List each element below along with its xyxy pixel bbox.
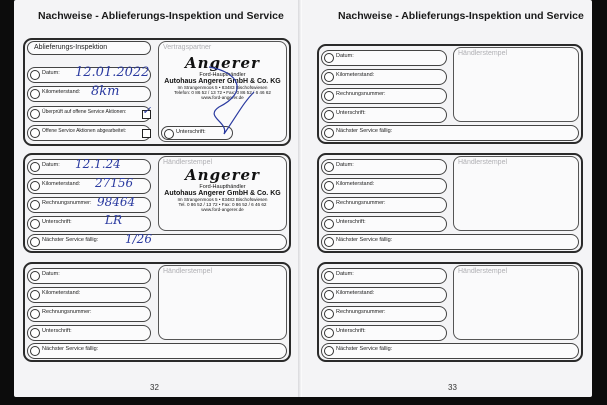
handwritten-mileage: 27156 [95, 176, 134, 190]
bullet-icon [30, 309, 40, 319]
signature-label: Unterschrift: [336, 219, 366, 225]
stamp-header: Händlerstempel [458, 159, 508, 166]
bullet-icon [30, 328, 40, 338]
bullet-icon [324, 200, 334, 210]
invoice-row[interactable] [27, 306, 151, 322]
stamp-company: Autohaus Angerer GmbH & Co. KG [164, 78, 281, 85]
page-number: 32 [150, 383, 159, 392]
signature-row[interactable] [27, 216, 151, 232]
date-row[interactable] [321, 50, 447, 66]
mileage-label: Kilometerstand: [336, 72, 375, 78]
handwritten-next-service: 1/26 [125, 232, 152, 246]
stamp-header: Vertragspartner [163, 44, 212, 51]
invoice-row[interactable] [321, 197, 447, 213]
dealer-stamp-area [158, 265, 287, 340]
next-service-label: Nächster Service fällig: [42, 346, 99, 352]
stamp-header: Händlerstempel [163, 268, 213, 275]
bullet-icon [30, 237, 40, 247]
dealer-stamp [161, 166, 284, 212]
delivery-inspection-box [23, 38, 291, 146]
stamp-website: www.ford-angerer.de [201, 95, 244, 100]
signature-row[interactable] [27, 325, 151, 341]
inspection-header: Ablieferungs-Inspektion [34, 44, 108, 51]
stamp-brand: Angerer [185, 54, 260, 72]
invoice-row[interactable] [321, 88, 447, 104]
bullet-icon [30, 128, 40, 138]
date-label: Datum: [42, 162, 60, 168]
bullet-icon [30, 89, 40, 99]
date-label: Datum: [336, 162, 354, 168]
service-box-4 [317, 153, 583, 253]
dealer-stamp-area [453, 47, 579, 122]
next-service-label: Nächster Service fällig: [336, 237, 393, 243]
checked-service-actions-row[interactable] [27, 106, 151, 122]
invoice-row[interactable] [321, 306, 447, 322]
signature-label: Unterschrift: [42, 219, 72, 225]
bullet-icon [30, 346, 40, 356]
handwritten-mileage: 8km [91, 84, 120, 99]
date-label: Datum: [42, 70, 60, 76]
next-service-row[interactable] [27, 343, 287, 359]
bullet-icon [324, 328, 334, 338]
signature-label: Unterschrift: [42, 328, 72, 334]
dealer-stamp-area [158, 156, 287, 231]
stamp-phone: Tel. 0 86 52 / 13 72 • Fax: 0 86 52 / 6 46 62 [178, 202, 267, 207]
next-service-row[interactable] [321, 125, 579, 141]
bullet-icon [324, 128, 334, 138]
next-service-label: Nächster Service fällig: [336, 128, 393, 134]
handwritten-signature: LR [105, 213, 123, 227]
dealer-stamp-area [158, 41, 287, 142]
service-box-2 [23, 262, 291, 362]
signature-label: Unterschrift: [336, 110, 366, 116]
signature-label: Unterschrift: [336, 328, 366, 334]
mileage-label: Kilometerstand: [42, 181, 81, 187]
stamp-company: Autohaus Angerer GmbH & Co. KG [164, 190, 281, 197]
inspection-header-row [27, 41, 151, 55]
mileage-label: Kilometerstand: [336, 290, 375, 296]
bullet-icon [324, 53, 334, 63]
handwritten-invoice: 98464 [97, 195, 136, 209]
bullet-icon [30, 162, 40, 172]
date-label: Datum: [336, 271, 354, 277]
mileage-row[interactable] [321, 178, 447, 194]
bullet-icon [30, 290, 40, 300]
bullet-icon [30, 271, 40, 281]
stamp-address: Im Strangenmoos 5 • 83483 Bischofswiesen [177, 197, 268, 202]
mileage-row[interactable] [27, 86, 151, 102]
date-row[interactable] [27, 268, 151, 284]
next-service-row[interactable] [27, 234, 287, 250]
stamp-header: Händlerstempel [458, 50, 508, 57]
stamp-phone: Telefon: 0 86 52 / 13 72 • Fax: 0 86 52 / 6 46 62 [174, 90, 271, 95]
mileage-label: Kilometerstand: [336, 181, 375, 187]
bullet-icon [30, 219, 40, 229]
page-title: Nachweise - Ablieferungs-Inspektion und Service [338, 10, 584, 22]
bullet-icon [324, 290, 334, 300]
invoice-label: Rechnungsnummer: [42, 200, 92, 206]
bullet-icon [324, 237, 334, 247]
handwritten-date: 12.1.24 [75, 157, 121, 171]
checkmark: ✓ [142, 104, 152, 117]
mileage-label: Kilometerstand: [42, 89, 81, 95]
page-title: Nachweise - Ablieferungs-Inspektion und Service [38, 10, 284, 22]
signature-label: Unterschrift: [176, 129, 206, 135]
next-service-label: Nächster Service fällig: [42, 237, 99, 243]
stamp-brand: Angerer [185, 166, 260, 184]
left-page [14, 0, 302, 397]
next-service-label: Nächster Service fällig: [336, 346, 393, 352]
bullet-icon [30, 200, 40, 210]
handwritten-signature [199, 62, 259, 137]
dealer-stamp-area [453, 265, 579, 340]
mileage-row[interactable] [27, 287, 151, 303]
invoice-label: Rechnungsnummer: [336, 309, 386, 315]
open-service-actions-label: Offene Service Aktionen abgearbeitet: [42, 128, 127, 134]
stamp-address: Im Strangenmoos 5 • 83483 Bischofswiesen [177, 85, 268, 90]
bullet-icon [30, 109, 40, 119]
bullet-icon [324, 219, 334, 229]
bullet-icon [324, 110, 334, 120]
invoice-label: Rechnungsnummer: [42, 309, 92, 315]
mileage-row[interactable] [321, 69, 447, 85]
bullet-icon [324, 72, 334, 82]
stamp-subtitle: Ford-Haupthändler [199, 184, 246, 190]
service-box-3 [317, 44, 583, 144]
stamp-header: Händlerstempel [163, 159, 213, 166]
signature-row[interactable] [321, 325, 447, 341]
service-box-1 [23, 153, 291, 253]
signature-row[interactable] [321, 107, 447, 123]
bullet-icon [164, 129, 174, 139]
stamp-header: Händlerstempel [458, 268, 508, 275]
invoice-label: Rechnungsnummer: [336, 91, 386, 97]
right-page [302, 0, 592, 397]
invoice-label: Rechnungsnummer: [336, 200, 386, 206]
date-row[interactable] [321, 268, 447, 284]
stamp-subtitle: Ford-Haupthändler [199, 72, 246, 78]
date-label: Datum: [42, 271, 60, 277]
bullet-icon [324, 346, 334, 356]
mileage-row[interactable] [321, 287, 447, 303]
mileage-label: Kilometerstand: [42, 290, 81, 296]
bullet-icon [324, 309, 334, 319]
next-service-row[interactable] [321, 343, 579, 359]
bullet-icon [30, 70, 40, 80]
stamp-website: www.ford-angerer.de [201, 207, 244, 212]
open-service-actions-row[interactable] [27, 125, 151, 141]
bullet-icon [324, 91, 334, 101]
date-label: Datum: [336, 53, 354, 59]
date-row[interactable] [321, 159, 447, 175]
bullet-icon [324, 271, 334, 281]
open-service-actions-checkbox[interactable] [142, 129, 151, 138]
service-box-5 [317, 262, 583, 362]
handwritten-date: 12.01.2022 [75, 65, 150, 80]
dealer-stamp-area [453, 156, 579, 231]
signature-row[interactable] [321, 216, 447, 232]
bullet-icon [30, 181, 40, 191]
bullet-icon [324, 162, 334, 172]
checked-service-actions-label: Überprüft auf offene Service Aktionen: [42, 109, 127, 115]
page-number: 33 [448, 383, 457, 392]
next-service-row[interactable] [321, 234, 579, 250]
bullet-icon [324, 181, 334, 191]
